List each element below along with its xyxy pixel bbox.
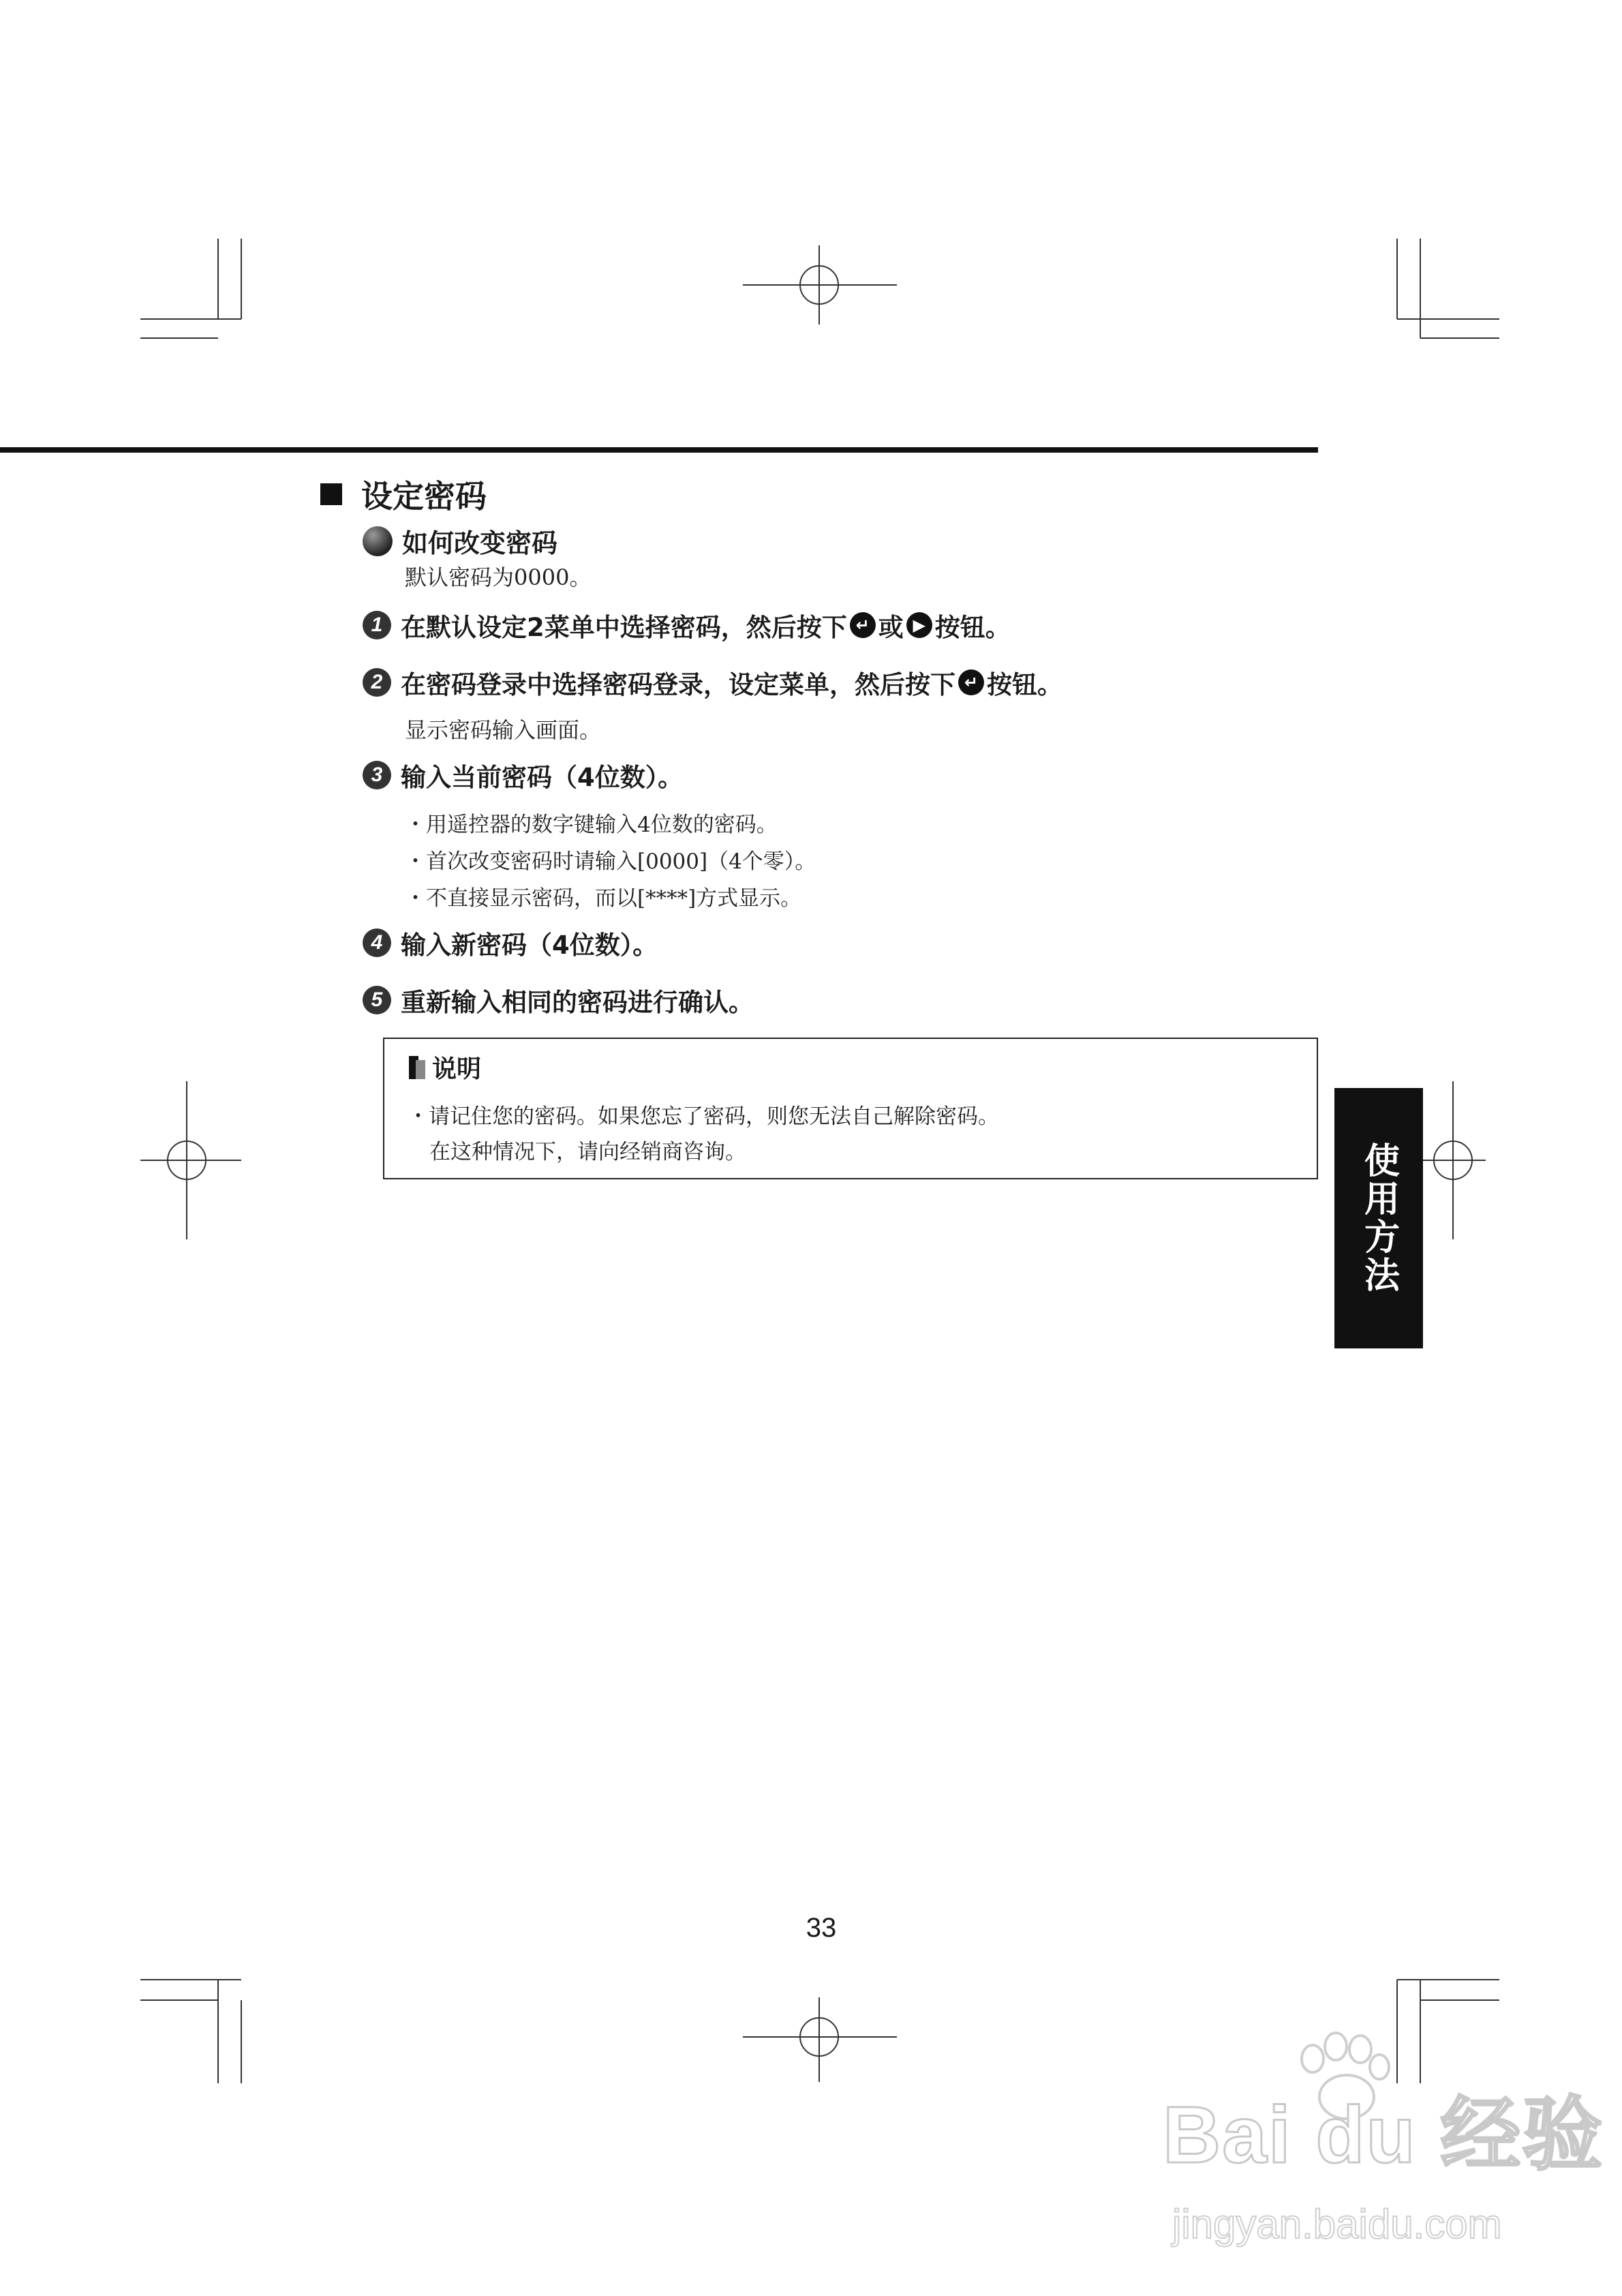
section-title-text: 设定密码 — [361, 478, 487, 515]
subsection-title — [363, 522, 557, 560]
note-title — [409, 1050, 481, 1085]
chapter-side-tab — [1334, 1088, 1423, 1348]
step-5 — [363, 982, 754, 1018]
note-line: 在这种情况下，请向经销商咨询。 — [429, 1140, 746, 1164]
sphere-bullet-icon — [363, 526, 393, 556]
step-1-text: 在默认设定2菜单中选择密码，然后按下 — [401, 613, 847, 642]
enter-button-icon: ↵ — [850, 612, 876, 638]
step-1 — [363, 607, 1011, 644]
step-1-suffix: 按钮。 — [934, 613, 1011, 642]
step-3-text: 输入当前密码（4位数）。 — [401, 763, 684, 792]
step-number-4: 4 — [363, 928, 391, 957]
step-3-bullet: ・用遥控器的数字键输入4位数的密码。 — [405, 813, 778, 837]
step-1-or: 或 — [878, 613, 904, 642]
subsection-title-text: 如何改变密码 — [402, 528, 558, 558]
default-password-note: 默认密码为0000。 — [405, 564, 592, 590]
step-2-suffix: 按钮。 — [987, 670, 1062, 699]
step-2-text: 在密码登录中选择密码登录，设定菜单，然后按下 — [401, 670, 955, 699]
section-title — [320, 472, 487, 517]
step-number-1: 1 — [363, 611, 391, 639]
baidu-watermark-logo: Bai du 经验 — [1163, 2090, 1604, 2180]
step-number-5: 5 — [363, 986, 391, 1014]
step-number-3: 3 — [363, 761, 391, 789]
step-3 — [363, 757, 683, 794]
baidu-watermark-url: jingyan.baidu.com — [1172, 2201, 1502, 2247]
chapter-side-tab-label: 使用方法 — [1358, 1142, 1399, 1295]
step-3-bullet: ・首次改变密码时请输入[0000]（4个零）。 — [405, 849, 816, 874]
note-line: ・请记住您的密码。如果您忘了密码，则您无法自己解除密码。 — [408, 1104, 999, 1129]
step-number-2: 2 — [363, 668, 391, 697]
step-4-text: 输入新密码（4位数）。 — [401, 931, 658, 960]
step-3-bullet: ・不直接显示密码，而以[****]方式显示。 — [405, 886, 802, 911]
right-arrow-button-icon: ▶ — [906, 612, 932, 638]
step-4 — [363, 924, 658, 961]
note-icon — [409, 1056, 425, 1079]
step-2-result: 显示密码输入画面。 — [405, 717, 602, 743]
header-rule — [0, 447, 1318, 453]
square-bullet-icon — [320, 483, 342, 505]
step-5-text: 重新输入相同的密码进行确认。 — [401, 988, 754, 1017]
enter-button-icon: ↵ — [958, 669, 984, 695]
step-2 — [363, 664, 1062, 701]
page-number: 33 — [806, 1913, 837, 1943]
note-title-text: 说明 — [432, 1055, 482, 1083]
